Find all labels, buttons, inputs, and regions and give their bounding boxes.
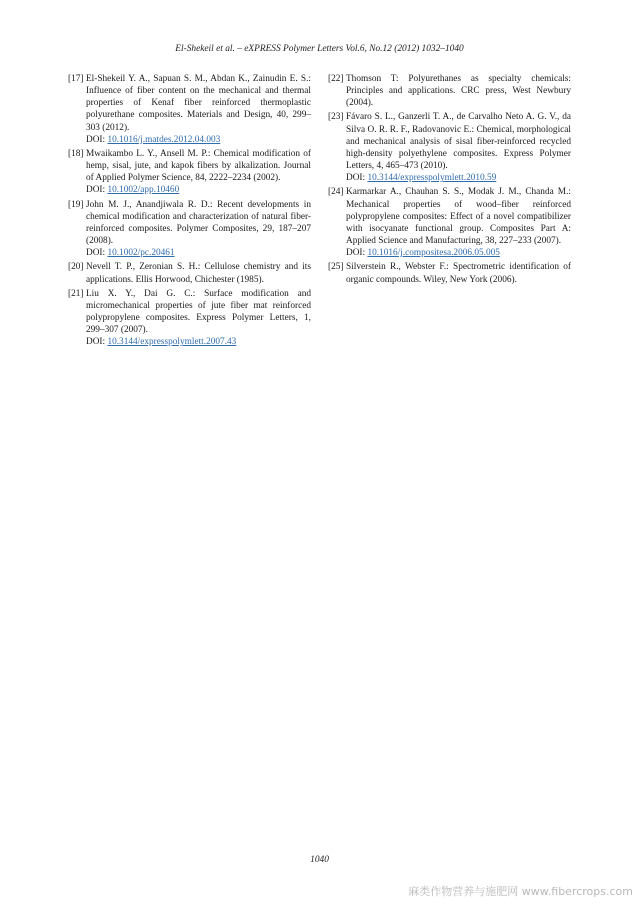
doi-line (86, 184, 311, 196)
reference-number: [24] (328, 187, 344, 198)
reference-number: [21] (68, 288, 84, 299)
doi-link[interactable]: 10.1002/app.10460 (107, 185, 180, 196)
reference-item (68, 288, 311, 349)
doi-label: DOI: (86, 134, 108, 145)
reference-text: Karmarkar A., Chauhan S. S., Modak J. M., Chanda M.: Mechanical properties of wood–fiber reinforced polypropylene composites: Effect of a novel compatibilizer with isocyanate functional group. Composites Part A: Applied Science and Manufacturing, 38, 227–233 (2007). (346, 187, 571, 247)
reference-number: [18] (68, 148, 84, 159)
running-header: El-Shekeil et al. – eXPRESS Polymer Letters Vol.6, No.12 (2012) 1032–1040 (175, 44, 464, 54)
reference-number: [17] (68, 74, 84, 84)
references-right-column (328, 73, 571, 288)
doi-label: DOI: (86, 337, 108, 348)
doi-link[interactable]: 10.1016/j.compositesa.2006.05.005 (367, 248, 500, 259)
reference-item (68, 73, 311, 146)
doi-link[interactable]: 10.3144/expresspolymlett.2010.59 (367, 173, 497, 184)
doi-link[interactable]: 10.1016/j.matdes.2012.04.003 (107, 134, 221, 145)
doi-line (346, 172, 571, 184)
doi-line (86, 134, 311, 146)
reference-text: Nevell T. P., Zeronian S. H.: Cellulose chemistry and its applications. Ellis Horwood, Chichester (1985). (86, 262, 311, 285)
doi-line (86, 247, 311, 259)
reference-text: Silverstein R., Webster F.: Spectrometric identification of organic compounds. Wiley, New York (2006). (346, 262, 571, 285)
reference-item (68, 261, 311, 285)
reference-item (328, 261, 571, 285)
reference-text: Thomson T: Polyurethanes as specialty chemicals: Principles and applications. CRC press, West Newbury (2004). (346, 74, 571, 109)
reference-number: [20] (68, 262, 84, 273)
references-left-column (68, 73, 311, 350)
reference-text: John M. J., Anandjiwala R. D.: Recent developments in chemical modification and characterization of natural fiber-reinforced composites. Polymer Composites, 29, 187–207 (2008). (86, 199, 311, 247)
page-number: 1040 (310, 855, 329, 865)
doi-line (86, 336, 311, 348)
reference-number: [19] (68, 199, 84, 210)
doi-line (346, 247, 571, 259)
doi-label: DOI: (346, 173, 368, 184)
reference-item (68, 148, 311, 197)
doi-label: DOI: (346, 248, 368, 259)
reference-item (328, 186, 571, 259)
reference-number: [25] (328, 262, 344, 273)
watermark: 麻类作物营养与施肥网 www.fibercrops.com (408, 885, 633, 898)
doi-label: DOI: (86, 248, 108, 259)
reference-number: [22] (328, 74, 344, 84)
reference-item (328, 73, 571, 109)
doi-label: DOI: (86, 185, 108, 196)
reference-number: [23] (328, 112, 344, 123)
reference-text: Liu X. Y., Dai G. C.: Surface modification and micromechanical properties of jute fiber mat reinforced polypropylene composites. Express Polymer Letters, 1, 299–307 (2007). (86, 288, 311, 336)
doi-link[interactable]: 10.1002/pc.20461 (107, 248, 175, 259)
reference-text: Fávaro S. L., Ganzerli T. A., de Carvalho Neto A. G. V., da Silva O. R. R. F., Radovanovic E.: Chemical, morphological and mechanical analysis of sisal fiber-reinforced recycled high-density polyethylene composites. Express Polymer Letters, 4, 465–473 (2010). (346, 112, 571, 172)
doi-link[interactable]: 10.3144/expresspolymlett.2007.43 (107, 337, 237, 348)
reference-item (68, 199, 311, 260)
reference-text: Mwaikambo L. Y., Ansell M. P.: Chemical modification of hemp, sisal, jute, and kapok fibers by alkalization. Journal of Applied Polymer Science, 84, 2222–2234 (2002). (86, 148, 311, 184)
reference-item (328, 111, 571, 184)
reference-text: El-Shekeil Y. A., Sapuan S. M., Abdan K., Zainudin E. S.: Influence of fiber content on the mechanical and thermal properties of Kenaf fiber reinforced thermoplastic polyurethane composites. Materials and Design, 40, 299–303 (2012). (86, 74, 311, 133)
